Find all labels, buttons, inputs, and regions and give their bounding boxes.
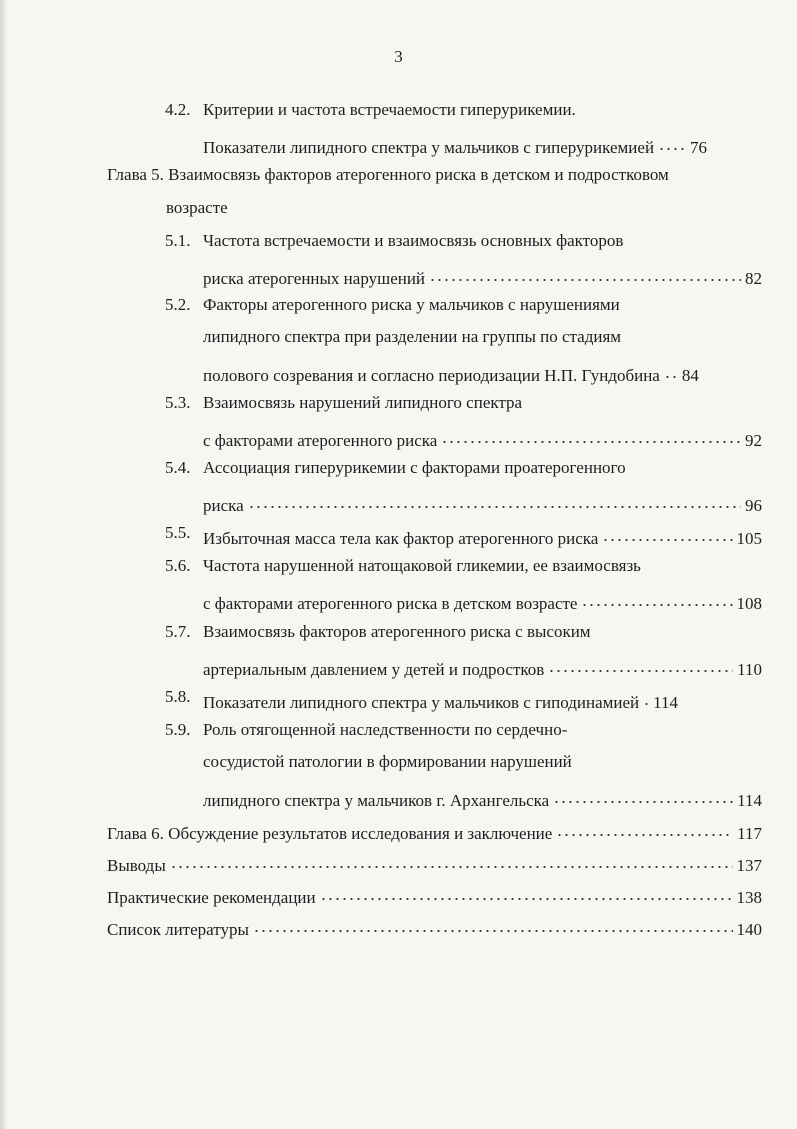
section-number: 5.7. <box>165 622 191 641</box>
toc-page-number: 96 <box>745 496 762 515</box>
toc-page-number: 105 <box>736 529 762 548</box>
chapter-heading-cont: возрасте <box>166 198 228 217</box>
toc-entry-text: Частота нарушенной натощаковой гликемии, ее взаимосвязь <box>203 556 641 575</box>
toc-entry-text: артериальным давлением у детей и подростков <box>203 660 545 679</box>
toc-entry-recommendations[interactable] <box>107 881 762 907</box>
dot-leader <box>581 587 732 609</box>
section-number: 5.3. <box>165 393 191 412</box>
dot-leader <box>170 849 733 871</box>
toc-entry-text: липидного спектра у мальчиков г. Архангельска <box>203 791 550 810</box>
dot-leader <box>643 686 649 708</box>
toc-entry-text: риска атерогенных нарушений <box>203 269 426 288</box>
toc-entry-text: Показатели липидного спектра у мальчиков с гиподинамией <box>203 693 640 712</box>
toc-page-number: 117 <box>737 824 762 843</box>
dot-leader <box>548 653 733 675</box>
dot-leader <box>253 913 733 935</box>
toc-entry-text: Практические рекомендации <box>107 888 316 907</box>
toc-entry-chapter-6[interactable] <box>107 817 762 843</box>
toc-page-number: 140 <box>736 920 762 939</box>
toc-page-number: 108 <box>736 594 762 613</box>
toc-page-number: 110 <box>737 660 762 679</box>
scan-edge-shadow <box>0 0 8 1129</box>
toc-entry-conclusions[interactable] <box>107 849 762 875</box>
section-number: 5.1. <box>165 231 191 250</box>
toc-entry-text: Выводы <box>107 856 166 875</box>
toc-entry-5-3[interactable] <box>203 424 762 450</box>
toc-page-number: 114 <box>653 693 679 712</box>
dot-leader <box>320 881 733 903</box>
dot-leader <box>553 784 733 806</box>
toc-page-number: 82 <box>745 269 762 288</box>
toc-entry-text: Избыточная масса тела как фактор атерогенного риска <box>203 529 599 548</box>
toc-entry-5-6[interactable] <box>203 587 762 613</box>
toc-entry-5-5[interactable] <box>203 522 762 548</box>
toc-entry-text: Взаимосвязь факторов атерогенного риска с высоким <box>203 622 591 641</box>
toc-entry-text: липидного спектра при разделении на группы по стадиям <box>203 327 622 346</box>
section-number: 4.2. <box>165 100 191 119</box>
toc-page-number: 114 <box>737 791 762 810</box>
section-number: 5.4. <box>165 458 191 477</box>
section-number: 5.5. <box>165 523 191 542</box>
toc-entry-text: Критерии и частота встречаемости гиперурикемии. <box>203 100 576 119</box>
toc-entry-text: Ассоциация гиперурикемии с факторами проатерогенного <box>203 458 626 477</box>
toc-entry-5-4[interactable] <box>203 489 762 515</box>
toc-entry-4-2[interactable] <box>203 131 762 157</box>
dot-leader <box>429 262 741 284</box>
toc-page-number: 137 <box>736 856 762 875</box>
toc-entry-text: Частота встречаемости и взаимосвязь основных факторов <box>203 231 624 250</box>
toc-page-number: 76 <box>690 138 708 157</box>
toc-entry-text: риска <box>203 496 244 515</box>
toc-entry-text: с факторами атерогенного риска <box>203 431 438 450</box>
toc-entry-text: Роль отягощенной наследственности по сердечно- <box>203 720 568 739</box>
section-number: 5.9. <box>165 720 191 739</box>
section-number: 5.6. <box>165 556 191 575</box>
toc-entry-5-9[interactable] <box>203 784 762 810</box>
toc-page-number: 92 <box>745 431 762 450</box>
toc-entry-text: Факторы атерогенного риска у мальчиков с нарушениями <box>203 295 620 314</box>
toc-entry-text: Показатели липидного спектра у мальчиков с гиперурикемией <box>203 138 655 157</box>
toc-entry-references[interactable] <box>107 913 762 939</box>
toc-entry-5-7[interactable] <box>203 653 762 679</box>
page-number: 3 <box>394 47 403 66</box>
toc-entry-text: Список литературы <box>107 920 249 939</box>
toc-entry-text: Глава 6. Обсуждение результатов исследования и заключение <box>107 824 553 843</box>
toc-entry-5-8[interactable] <box>203 686 762 712</box>
toc-page-number: 138 <box>736 888 762 907</box>
dot-leader <box>602 522 732 544</box>
toc-entry-5-1[interactable] <box>203 262 762 288</box>
dot-leader <box>664 359 678 381</box>
toc-entry-text: полового созревания и согласно периодизации Н.П. Гундобина <box>203 366 660 385</box>
section-number: 5.8. <box>165 687 191 706</box>
section-number: 5.2. <box>165 295 191 314</box>
dot-leader <box>658 131 686 153</box>
toc-entry-text: с факторами атерогенного риска в детском возрасте <box>203 594 578 613</box>
dot-leader <box>248 489 741 511</box>
toc-page-number: 84 <box>681 366 699 385</box>
chapter-heading[interactable]: Глава 5. Взаимосвязь факторов атерогенного риска в детском и подростковом <box>107 165 669 184</box>
dot-leader <box>441 424 741 446</box>
dot-leader <box>556 817 733 839</box>
toc-entry-5-2[interactable] <box>203 359 762 385</box>
toc-entry-text: Взаимосвязь нарушений липидного спектра <box>203 393 523 412</box>
toc-entry-text: сосудистой патологии в формировании нарушений <box>203 752 572 771</box>
